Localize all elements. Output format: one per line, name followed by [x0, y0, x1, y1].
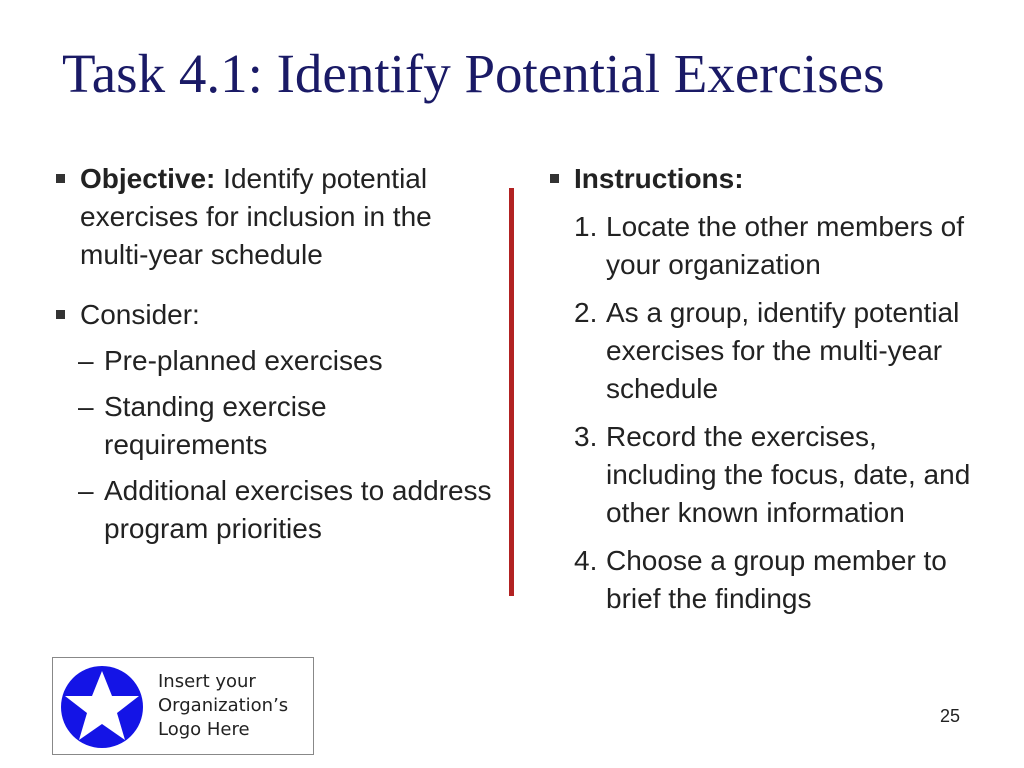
column-divider: [509, 188, 514, 596]
instruction-step: [548, 294, 988, 408]
square-bullet-icon: [550, 174, 559, 183]
instruction-step: [548, 418, 988, 532]
instruction-step: [548, 208, 988, 284]
dash-bullet-icon: –: [78, 345, 94, 376]
square-bullet-icon: [56, 310, 65, 319]
objective-bullet: [54, 160, 494, 274]
consider-item-text: Pre-planned exercises: [104, 345, 383, 376]
right-column: [548, 160, 988, 618]
dash-bullet-icon: –: [78, 391, 94, 422]
logo-text-line: Organization’s: [158, 695, 289, 716]
consider-item-text: Additional exercises to address program priorities: [104, 475, 492, 544]
step-text: Record the exercises, including the focus, date, and other known information: [606, 421, 971, 528]
left-column: [54, 160, 494, 548]
square-bullet-icon: [56, 174, 65, 183]
page-number: 25: [940, 706, 961, 726]
star-logo-icon: [60, 665, 144, 749]
logo-placeholder-text: [158, 670, 288, 742]
dash-bullet-icon: –: [78, 475, 94, 506]
step-number: 1.: [574, 211, 598, 242]
step-number: 2.: [574, 297, 598, 328]
consider-item: [54, 342, 494, 380]
consider-bullet: [54, 296, 494, 334]
instructions-bullet: [548, 160, 988, 198]
step-number: 3.: [574, 421, 598, 452]
step-text: Locate the other members of your organization: [606, 211, 964, 280]
slide-title: Task 4.1: Identify Potential Exercises: [62, 43, 885, 104]
instructions-label: Instructions:: [574, 163, 744, 194]
step-text: Choose a group member to brief the findings: [606, 545, 947, 614]
logo-text-line: Logo Here: [158, 719, 250, 740]
step-number: 4.: [574, 545, 598, 576]
objective-label: Objective:: [80, 163, 216, 194]
consider-item: [54, 472, 494, 548]
step-text: As a group, identify potential exercises for the multi-year schedule: [606, 297, 960, 404]
logo-text-line: Insert your: [158, 671, 256, 692]
consider-item: [54, 388, 494, 464]
consider-item-text: Standing exercise requirements: [104, 391, 327, 460]
objective-text: Identify potential exercises for inclusion in the multi-year schedule: [80, 163, 432, 270]
logo-placeholder: [52, 657, 314, 755]
consider-label: Consider:: [80, 299, 200, 330]
instruction-step: [548, 542, 988, 618]
